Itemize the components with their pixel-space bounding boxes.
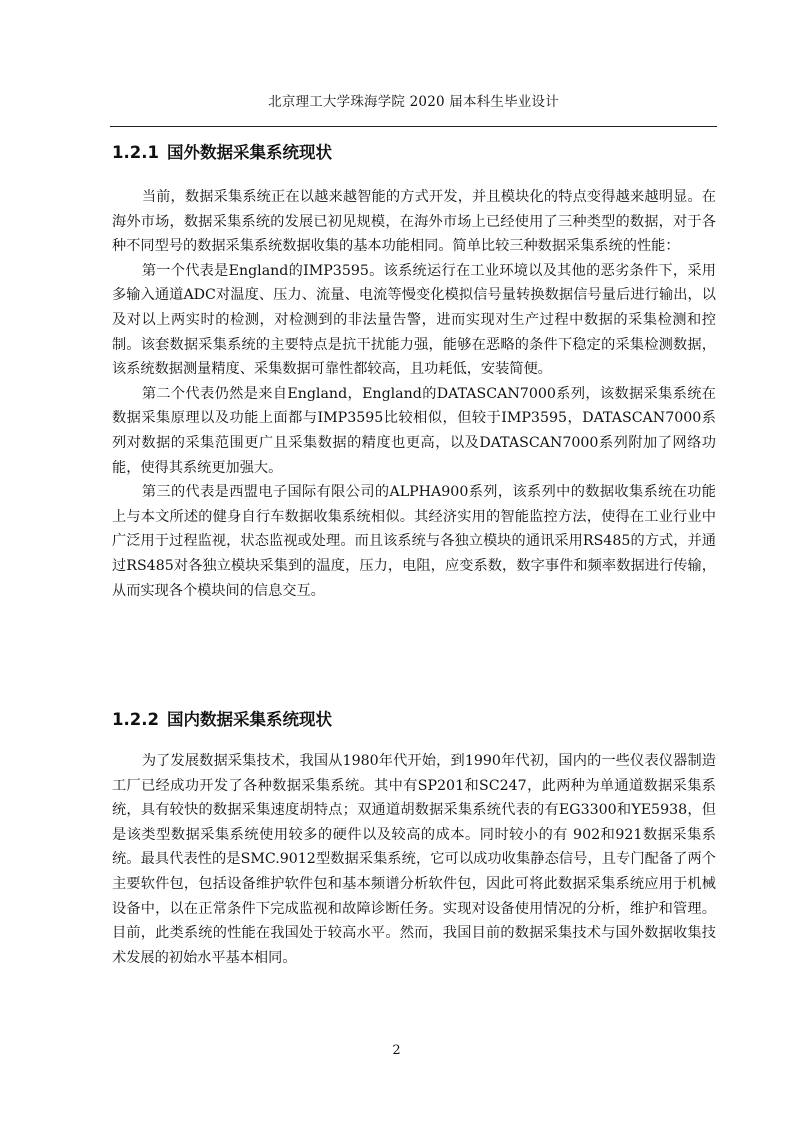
section-number: 1.2.1: [112, 143, 159, 162]
section-body-1-2-1: [112, 185, 716, 603]
header-rule: [110, 126, 717, 127]
section-body-1-2-2: [112, 749, 716, 970]
running-header: 北京理工大学珠海学院 2020 届本科生毕业设计: [268, 94, 559, 110]
section-title: 国内数据采集系统现状: [166, 710, 332, 729]
section-heading-1-2-1: [112, 142, 332, 164]
paragraph: 第二个代表仍然是来自England，England的DATASCAN7000系列，该数据采集系统在数据采集原理以及功能上面都与IMP3595比较相似，但较于IMP3595，DATASCAN7000系列对数据的采集范围更广且采集数据的精度也更高，以及DATASCAN7000系列附加了网络功能，使得其系统更加强大。: [112, 385, 716, 476]
section-number: 1.2.2: [112, 710, 159, 729]
section-heading-1-2-2: [112, 709, 332, 731]
paragraph: 第三的代表是西盟电子国际有限公司的ALPHA900系列，该系列中的数据收集系统在功能上与本文所述的健身自行车数据收集系统相似。其经济实用的智能监控方法，使得在工业行业中广泛用于过程监视，状态监视或处理。而且该系统与各独立模块的通讯采用RS485的方式，并通过RS485对各独立模块采集到的温度，压力，电阻，应变系数，数字事件和频率数据进行传输，从而实现各个模块间的信息交互。: [112, 484, 716, 599]
section-title: 国外数据采集系统现状: [166, 143, 332, 162]
paragraph: 第一个代表是England的IMP3595。该系统运行在工业环境以及其他的恶劣条件下，采用多输入通道ADC对温度、压力、流量、电流等慢变化模拟信号量转换数据信号量后进行输出，以及对以上两实时的检测，对检测到的非法量告警，进而实现对生产过程中数据的采集检测和控制。该套数据采集系统的主要特点是抗干扰能力强，能够在恶略的条件下稳定的采集检测数据，该系统数据测量精度、采集数据可靠性都较高，且功耗低，安装简便。: [112, 262, 716, 378]
paragraph: 当前，数据采集系统正在以越来越智能的方式开发，并且模块化的特点变得越来越明显。在海外市场，数据采集系统的发展已初见规模，在海外市场上已经使用了三种类型的数据，对于各种不同型号的数据采集系统数据收集的基本功能相同。简单比较三种数据采集系统的性能：: [112, 189, 716, 255]
page-number: 2: [392, 1043, 401, 1058]
paragraph: 为了发展数据采集技术，我国从1980年代开始，到1990年代初，国内的一些仪表仪器制造工厂已经成功开发了各种数据采集系统。其中有SP201和SC247，此两种为单通道数据采集系统，具有较快的数据采集速度胡特点；双通道胡数据采集系统代表的有EG3300和YE5938，但是该类型数据采集系统使用较多的硬件以及较高的成本。同时较小的有 902和921数据采集系统。最具代表性的是SMC.9012型数据采集系统，它可以成功收集静态信号，且专门配备了两个主要软件包，包括设备维护软件包和基本频谱分析软件包，因此可将此数据采集系统应用于机械设备中，以在正常条件下完成监视和故障诊断任务。实现对设备使用情况的分析，维护和管理。目前，此类系统的性能在我国处于较高水平。然而，我国目前的数据采集技术与国外数据收集技术发展的初始水平基本相同。: [112, 753, 716, 966]
